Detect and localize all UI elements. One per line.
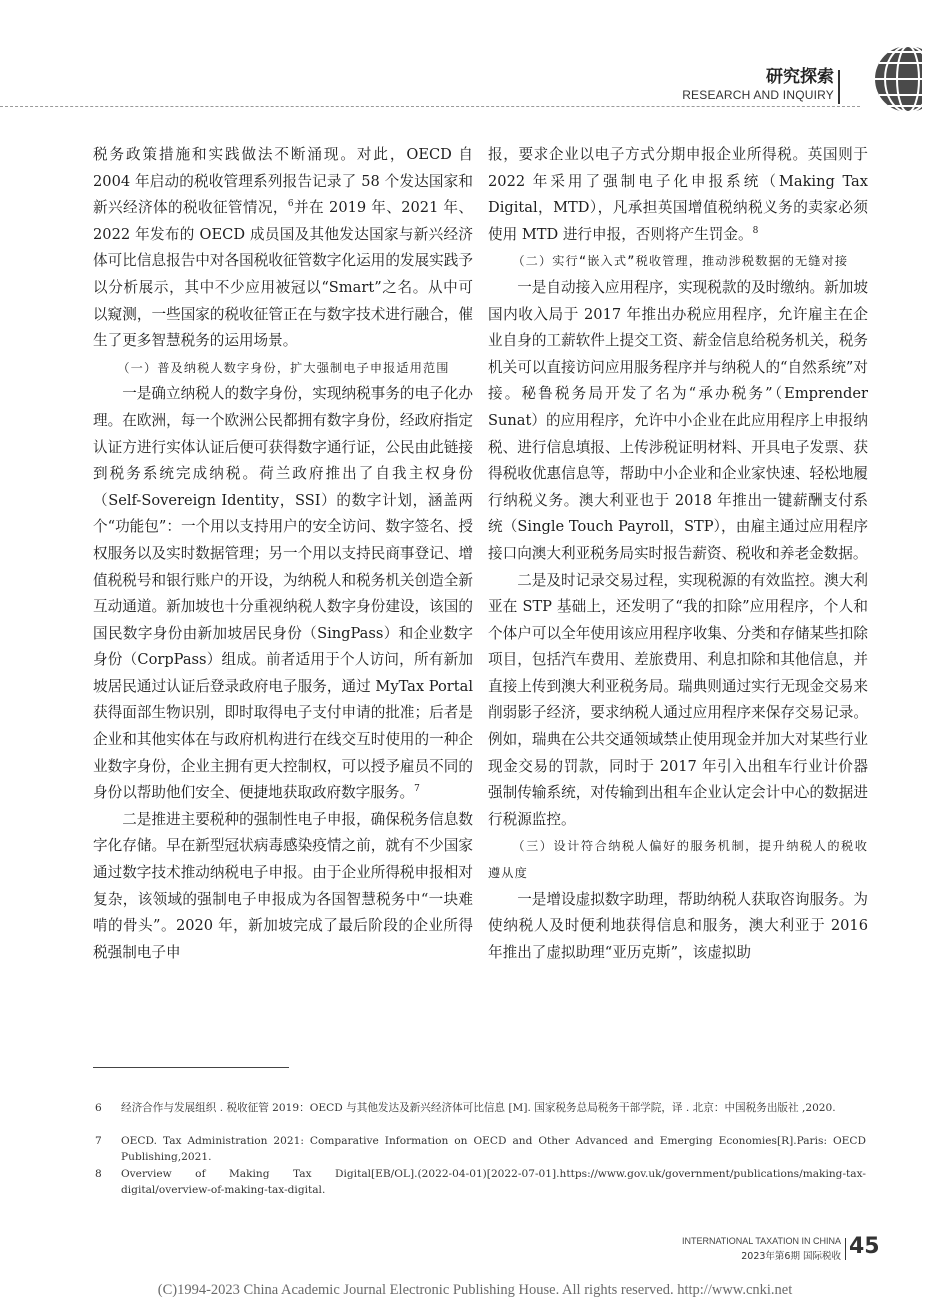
body-paragraph: 二是推进主要税种的强制性电子申报，确保税务信息数字化存储。早在新型冠状病毒感染疫情之前，就有不少国家通过数字技术推动纳税电子申报。由于企业所得税申报相对复杂，该领域的强制电子申报成为各国智慧税务中“一块难啃的骨头”。2020 年，新加坡完成了最后阶段的企业所得税强制电子申	[93, 810, 473, 961]
section-heading: （二）实行“嵌入式”税收管理，推动涉税数据的无缝对接	[512, 254, 849, 269]
footnote-rule	[93, 1067, 289, 1068]
footnote	[95, 1166, 866, 1198]
footnote-ref: 8	[752, 225, 759, 236]
body-paragraph: 二是及时记录交易过程，实现税源的有效监控。澳大利亚在 STP 基础上，还发明了“我的扣除”应用程序，个人和个体户可以全年使用该应用程序收集、分类和存储某些扣除项目，包括汽车费用、差旅费用、利息扣除和其他信息，并直接上传到澳大利亚税务局。瑞典则通过实行无现金交易来削弱影子经济，要求纳税人通过应用程序来保存交易记录。例如，瑞典在公共交通领域禁止使用现金并加大对某些行业现金交易的罚款，同时于 2017 年引入出租车行业计价器强制传输系统，对传输到出租车企业认定会计中心的数据进行税源监控。	[488, 571, 868, 828]
footer-divider	[845, 1238, 846, 1260]
copyright-notice: (C)1994-2023 China Academic Journal Electronic Publishing House. All rights reserved. http://www.cnki.net	[157, 1282, 793, 1298]
section-heading: （一）普及纳税人数字身份，扩大强制电子申报适用范围	[117, 360, 450, 375]
footnote-ref: 6	[287, 199, 294, 210]
body-paragraph: 税务政策措施和实践做法不断涌现。对此，OECD 自 2004 年启动的税收管理系列报告记录了 58 个发达国家和新兴经济体的税收征管情况，$^6$并在 2019 年、2021 年、2022 年发布的 OECD 成员国及其他发达国家与新兴经济体可比信息报告中对各国税收征管数字化运用的发展实践予以分析展示，其中不少应用被冠以“Smart”之名。从中可以窥测，一些国家的税收征管正在与数字技术进行融合，催生了更多智慧税务的运用场景。	[93, 146, 473, 350]
journal-issue: 2023年第6期 国际税收	[741, 1251, 841, 1262]
footnote-number: 6	[95, 1102, 102, 1114]
header-divider	[838, 70, 840, 104]
footnote	[95, 1133, 866, 1165]
header-rule	[0, 106, 860, 107]
footnote-number: 8	[95, 1168, 102, 1180]
globe-icon	[862, 44, 922, 114]
body-paragraph: 报，要求企业以电子方式分期申报企业所得税。英国则于 2022 年采用了强制电子化申报系统（Making Tax Digital，MTD），凡承担英国增值税纳税义务的卖家必须使用 MTD 进行申报，否则将产生罚金。$^8$	[488, 146, 868, 243]
body-paragraph: 一是自动接入应用程序，实现税款的及时缴纳。新加坡国内收入局于 2017 年推出办税应用程序，允许雇主在企业自身的工薪软件上提交工资、薪金信息给税务机关，税务机关可以直接访问应用服务程序并与纳税人的“自然系统”对接。秘鲁税务局开发了名为“承办税务”（Emprender Sunat）的应用程序，允许中小企业在此应用程序上申报纳税、进行信息填报、上传涉税证明材料、开具电子发票、获得税收优惠信息等，帮助中小企业和企业家快速、轻松地履行纳税义务。澳大利亚也于 2018 年推出一键薪酬支付系统（Single Touch Payroll，STP），由雇主通过应用程序接口向澳大利亚税务局实时报告薪资、税收和养老金数据。	[488, 278, 868, 562]
footnote-ref: 7	[414, 784, 420, 795]
section-heading: （三）设计符合纳税人偏好的服务机制，提升纳税人的税收遵从度	[488, 839, 868, 881]
footnote	[95, 1100, 866, 1116]
page-number: 45	[849, 1234, 880, 1259]
section-subtitle: RESEARCH AND INQUIRY	[682, 88, 834, 102]
journal-name-en: INTERNATIONAL TAXATION IN CHINA	[681, 1236, 841, 1246]
body-paragraph: 一是确立纳税人的数字身份，实现纳税事务的电子化办理。在欧洲，每一个欧洲公民都拥有数字身份，经政府指定认证方进行实体认证后便可获得数字通行证，公民由此链接到税务系统完成纳税。荷兰政府推出了自我主权身份（Self-Sovereign Identity，SSI）的数字计划，涵盖两个“功能包”：一个用以支持用户的安全访问、数字签名、授权服务以及实时数据管理；另一个用以支持民商事登记、增值税税号和银行账户的开设，为纳税人和税务机关创造全新互动通道。新加坡也十分重视纳税人数字身份建设，该国的国民数字身份由新加坡居民身份（SingPass）和企业数字身份（CorpPass）组成。前者适用于个人访问，所有新加坡居民通过认证后登录政府电子服务，通过 MyTax Portal 获得面部生物识别，即时取得电子支付申请的批准；后者是企业和其他实体在与政府机构进行在线交互时使用的一种企业数字身份，企业主拥有更大控制权，可以授予雇员不同的身份以帮助他们安全、便捷地获取政府数字服务。$^7$	[93, 385, 473, 802]
footnote-text: OECD. Tax Administration 2021: Comparative Information on OECD and Other Advanced and Emerging Economies[R].Paris: OECD Publishing,2021.	[121, 1135, 866, 1163]
section-title: 研究探索	[766, 67, 834, 87]
right-column	[488, 142, 868, 966]
body-paragraph: 一是增设虚拟数字助理，帮助纳税人获取咨询服务。为使纳税人及时便利地获得信息和服务，澳大利亚于 2016 年推出了虚拟助理“亚历克斯”，该虚拟助	[488, 890, 868, 961]
footnote-text: Overview of Making Tax Digital[EB/OL].(2022-04-01)[2022-07-01].https://www.gov.uk/government/publications/making-tax-digital/overview-of-making-tax-digital.	[121, 1168, 866, 1196]
footnote-number: 7	[95, 1135, 102, 1147]
footnote-text: 经济合作与发展组织 . 税收征管 2019：OECD 与其他发达及新兴经济体可比信息 [M]. 国家税务总局税务干部学院，译 . 北京：中国税务出版社 ,2020.	[121, 1102, 836, 1114]
left-column	[93, 142, 473, 966]
